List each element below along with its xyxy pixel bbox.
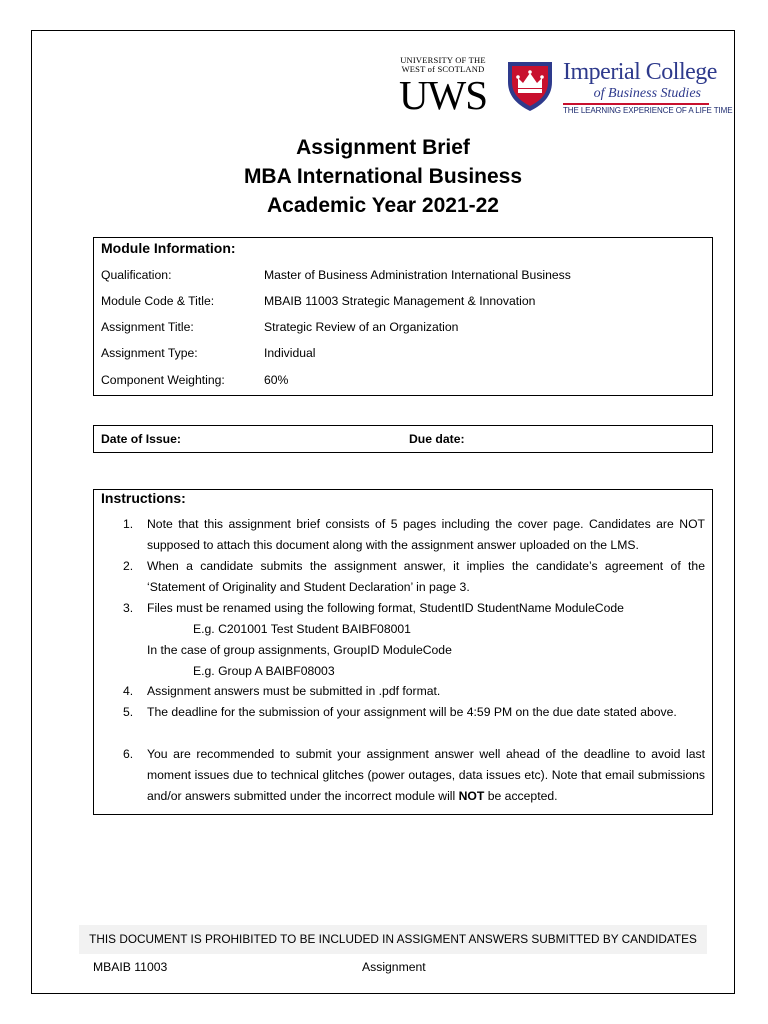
- uws-logo-wordmark: UWS: [398, 72, 488, 118]
- imperial-college-subtitle: of Business Studies: [593, 86, 701, 101]
- dates-box: [93, 425, 713, 453]
- instruction-number: 5.: [123, 705, 134, 719]
- filename-example: E.g. C201001 Test Student BAIBF08001: [193, 622, 411, 636]
- footer-document-type: Assignment: [362, 960, 426, 974]
- group-format-line: In the case of group assignments, GroupID ModuleCode: [147, 643, 452, 657]
- module-info-label: Module Code & Title:: [101, 294, 215, 308]
- instruction-text: Assignment answers must be submitted in .pdf format.: [147, 684, 441, 698]
- title-academic-year: Academic Year 2021-22: [267, 194, 499, 217]
- instruction-number: 3.: [123, 601, 134, 615]
- imperial-college-name: Imperial College: [563, 59, 717, 85]
- imperial-crest-icon: [502, 58, 558, 112]
- module-information-box: [93, 237, 713, 396]
- module-info-value: MBAIB 11003 Strategic Management & Innovation: [264, 294, 536, 308]
- instructions-heading: Instructions:: [101, 490, 186, 506]
- group-filename-example: E.g. Group A BAIBF08003: [193, 664, 335, 678]
- module-info-label: Component Weighting:: [101, 373, 225, 387]
- module-info-value: Master of Business Administration International Business: [264, 268, 571, 282]
- instruction-number: 2.: [123, 559, 134, 573]
- title-assignment-brief: Assignment Brief: [296, 136, 470, 159]
- module-info-label: Assignment Title:: [101, 320, 194, 334]
- prohibition-notice: THIS DOCUMENT IS PROHIBITED TO BE INCLUDED IN ASSIGMENT ANSWERS SUBMITTED BY CANDIDATES: [79, 925, 707, 954]
- module-info-label: Assignment Type:: [101, 346, 198, 360]
- instructions-box: [93, 489, 713, 815]
- instruction-emphasis: NOT: [458, 789, 485, 803]
- document-titles: [31, 133, 735, 220]
- imperial-tagline: THE LEARNING EXPERIENCE OF A LIFE TIME: [563, 106, 733, 115]
- module-info-value: Individual: [264, 346, 316, 360]
- instruction-number: 4.: [123, 684, 134, 698]
- due-date-label: Due date:: [409, 432, 465, 446]
- uws-logo-line1: UNIVERSITY OF THE: [400, 55, 486, 65]
- instruction-text: The deadline for the submission of your assignment will be 4:59 PM on the due date stated above.: [147, 705, 677, 719]
- title-programme: MBA International Business: [243, 165, 523, 188]
- module-info-value: Strategic Review of an Organization: [264, 320, 459, 334]
- instruction-number: 1.: [123, 517, 134, 531]
- instruction-text-part: be accepted.: [484, 789, 558, 803]
- uws-logo: [392, 56, 494, 120]
- footer-module-code: MBAIB 11003: [93, 960, 168, 974]
- instruction-text: [147, 744, 705, 807]
- module-info-value: 60%: [264, 373, 289, 387]
- instruction-text: When a candidate submits the assignment answer, it implies the candidate’s agreement of the ‘Statement of Originality and Student Declaration’ in page 3.: [147, 559, 705, 594]
- instruction-text: Note that this assignment brief consists of 5 pages including the cover page. Candidates are NOT supposed to attach this document along with the assignment answer uploaded on the LMS.: [147, 517, 705, 552]
- instruction-number: 6.: [123, 747, 134, 761]
- date-of-issue-label: Date of Issue:: [101, 432, 181, 446]
- instruction-text: Files must be renamed using the following format, StudentID StudentName ModuleCode: [147, 601, 624, 615]
- uws-logo-line2: WEST of SCOTLAND: [401, 64, 485, 74]
- imperial-college-logo: [563, 58, 733, 120]
- module-info-label: Qualification:: [101, 268, 172, 282]
- module-information-heading: Module Information:: [101, 240, 236, 256]
- instruction-text-part: You are recommended to submit your assignment answer well ahead of the deadline to avoid last moment issues due to technical glitches (power outages, data issues etc). Note that email submissions and/or answers submitted under the incorrect module will: [147, 747, 705, 803]
